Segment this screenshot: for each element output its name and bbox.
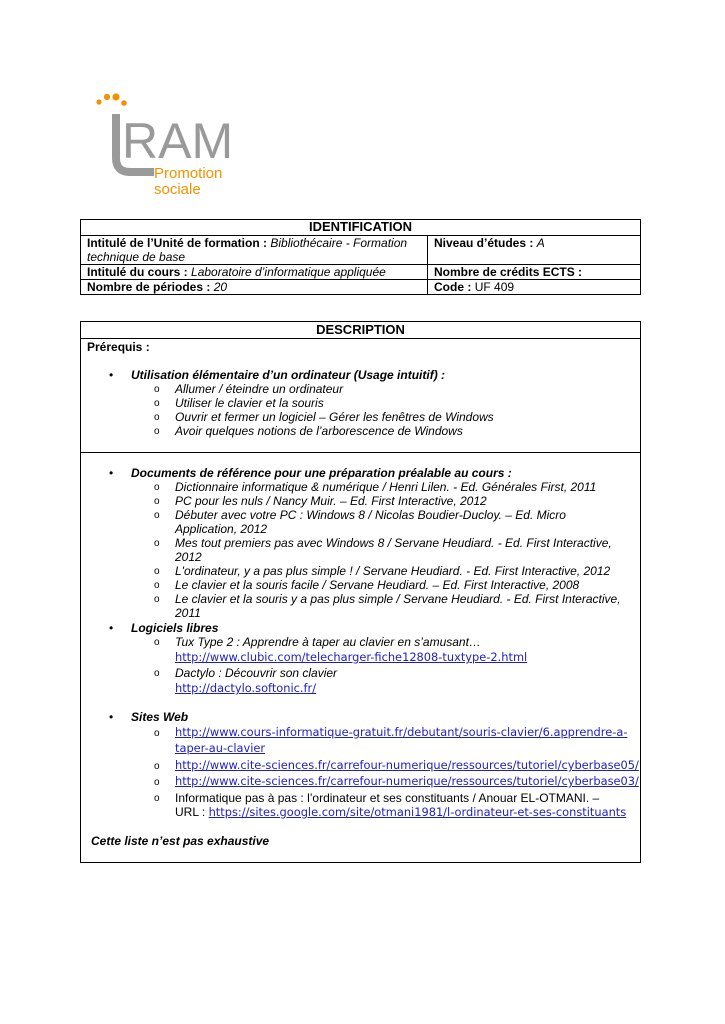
usage-item-4: Avoir quelques notions de l’arborescence de Windows bbox=[175, 424, 463, 438]
doc-item-6: Le clavier et la souris facile / Servane Heudiard. – Ed. First Interactive, 2008 bbox=[175, 578, 580, 592]
sub-bullet: o bbox=[154, 412, 160, 423]
dactylo-link-line bbox=[175, 681, 316, 695]
docs-heading: Documents de référence pour une préparation préalable au cours : bbox=[131, 466, 512, 480]
ue-value-2: technique de base bbox=[87, 250, 186, 264]
logo-line2: sociale bbox=[154, 181, 201, 198]
code-cell bbox=[428, 280, 641, 295]
bullet-logiciels: • bbox=[109, 621, 114, 635]
doc-item-2: PC pour les nuls / Nancy Muir. – Ed. First Interactive, 2012 bbox=[175, 494, 487, 508]
site1-link-a[interactable]: http://www.cours-informatique-gratuit.fr/debutant/souris-clavier/6.apprendre-a- bbox=[175, 725, 628, 739]
usage-heading: Utilisation élémentaire d’un ordinateur (Usage intuitif) : bbox=[131, 368, 446, 382]
site4-link[interactable]: https://sites.google.com/site/otmani1981/l-ordinateur-et-ses-constituants bbox=[208, 805, 627, 819]
site4-url-line bbox=[175, 805, 626, 819]
doc-item-1: Dictionnaire informatique & numérique / Henri Lilen. - Ed. Générales First, 2011 bbox=[175, 480, 597, 494]
sub-bullet: o bbox=[154, 538, 160, 549]
doc-item-4b: 2012 bbox=[175, 550, 202, 564]
niveau-label: Niveau d’études : bbox=[434, 236, 534, 250]
description-box-prerequis bbox=[80, 321, 641, 453]
logo-dot-3 bbox=[112, 93, 119, 100]
site3-line bbox=[175, 774, 639, 788]
sub-bullet: o bbox=[154, 398, 160, 409]
sub-bullet: o bbox=[154, 594, 160, 605]
doc-item-3a: Débuter avec votre PC : Windows 8 / Nicolas Boudier-Ducloy. – Ed. Micro bbox=[175, 508, 566, 522]
logo-line1: Promotion bbox=[154, 165, 223, 182]
site2-line bbox=[175, 758, 639, 772]
ects-label: Nombre de crédits ECTS : bbox=[434, 265, 583, 279]
sub-bullet: o bbox=[154, 637, 160, 648]
description-title: DESCRIPTION bbox=[81, 322, 640, 339]
periodes-cell bbox=[81, 280, 428, 295]
periodes-label: Nombre de périodes : bbox=[87, 280, 211, 294]
sites-heading: Sites Web bbox=[131, 710, 189, 724]
sub-bullet: o bbox=[154, 426, 160, 437]
niveau-value: A bbox=[536, 236, 545, 250]
bullet-sites: • bbox=[109, 710, 114, 724]
site1-line-b bbox=[175, 741, 265, 755]
sub-bullet: o bbox=[154, 580, 160, 591]
ue-cell bbox=[81, 236, 428, 265]
logo-dot-4 bbox=[121, 100, 127, 106]
identification-title: IDENTIFICATION bbox=[81, 220, 641, 236]
logo-dot-2 bbox=[104, 94, 110, 100]
description-box-references bbox=[80, 452, 641, 863]
sub-bullet: o bbox=[154, 668, 160, 679]
iram-logo-graphic bbox=[94, 92, 254, 202]
usage-item-2: Utiliser le clavier et la souris bbox=[175, 396, 324, 410]
sub-bullet: o bbox=[154, 482, 160, 493]
niveau-cell bbox=[428, 236, 641, 265]
sub-bullet: o bbox=[154, 384, 160, 395]
usage-item-1: Allumer / éteindre un ordinateur bbox=[175, 382, 344, 396]
usage-item-3: Ouvrir et fermer un logiciel – Gérer les fenêtres de Windows bbox=[175, 410, 494, 424]
sub-bullet: o bbox=[154, 566, 160, 577]
prerequis-label: Prérequis : bbox=[87, 340, 150, 354]
sub-bullet: o bbox=[154, 793, 160, 804]
tux-text: Tux Type 2 : Apprendre à taper au clavier en s’amusant… bbox=[175, 635, 481, 649]
site1-link-b[interactable]: taper-au-clavier bbox=[175, 741, 266, 755]
code-value: UF 409 bbox=[474, 280, 515, 294]
logo-brand-text: RAM bbox=[122, 113, 234, 169]
cours-cell bbox=[81, 265, 428, 280]
periodes-value: 20 bbox=[213, 280, 228, 294]
bullet-usage: • bbox=[109, 368, 114, 382]
cours-value: Laboratoire d’informatique appliquée bbox=[191, 265, 386, 279]
doc-item-7b: 2011 bbox=[175, 606, 201, 620]
sub-bullet: o bbox=[154, 728, 160, 739]
site1-line-a bbox=[175, 725, 627, 739]
doc-item-4a: Mes tout premiers pas avec Windows 8 / Servane Heudiard. - Ed. First Interactive, bbox=[175, 536, 612, 550]
ects-cell bbox=[428, 265, 641, 280]
dactylo-link[interactable]: http://dactylo.softonic.fr/ bbox=[175, 681, 317, 695]
sub-bullet: o bbox=[154, 510, 160, 521]
doc-item-5: L'ordinateur, y a pas plus simple ! / Servane Heudiard. - Ed. First Interactive, 2012 bbox=[175, 564, 611, 578]
site2-link[interactable]: http://www.cite-sciences.fr/carrefour-numerique/ressources/tutoriel/cyberbase05/ bbox=[175, 758, 639, 772]
doc-item-7a: Le clavier et la souris y a pas plus simple / Servane Heudiard. - Ed. First Interactive, bbox=[175, 592, 621, 606]
logo-dot-1 bbox=[96, 99, 101, 104]
site4-url-label: URL : bbox=[175, 805, 206, 819]
sub-bullet: o bbox=[154, 761, 160, 772]
ue-label: Intitulé de l’Unité de formation : bbox=[87, 236, 267, 250]
ue-value-1: Bibliothécaire - Formation bbox=[270, 236, 408, 250]
sub-bullet: o bbox=[154, 496, 160, 507]
dactylo-text: Dactylo : Découvrir son clavier bbox=[175, 666, 338, 680]
bullet-docs: • bbox=[109, 466, 114, 480]
cours-label: Intitulé du cours : bbox=[87, 265, 188, 279]
iram-logo bbox=[94, 92, 254, 202]
doc-item-3b: Application, 2012 bbox=[175, 522, 268, 536]
site4-text: Informatique pas à pas : l’ordinateur et ses constituants / Anouar EL-OTMANI. – bbox=[175, 791, 600, 805]
tux-link[interactable]: http://www.clubic.com/telecharger-fiche12808-tuxtype-2.html bbox=[175, 650, 528, 664]
sub-bullet: o bbox=[154, 777, 160, 788]
footer-note: Cette liste n’est pas exhaustive bbox=[91, 834, 270, 848]
identification-table bbox=[80, 219, 641, 295]
site3-link[interactable]: http://www.cite-sciences.fr/carrefour-numerique/ressources/tutoriel/cyberbase03/ bbox=[175, 774, 639, 788]
logiciels-heading: Logiciels libres bbox=[131, 621, 219, 635]
code-label: Code : bbox=[434, 280, 472, 294]
tux-link-line bbox=[175, 650, 527, 664]
